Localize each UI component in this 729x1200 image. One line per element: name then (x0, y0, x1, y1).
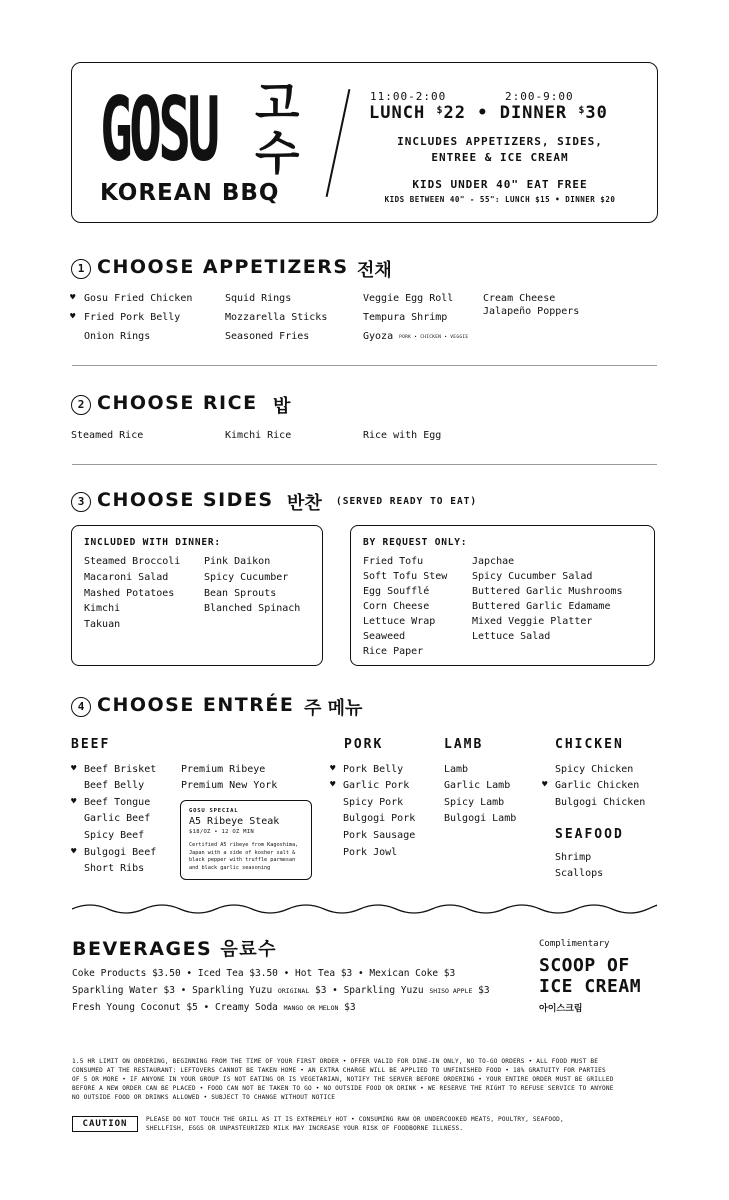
side-item: Pink Daikon (204, 556, 271, 567)
menu-item (363, 331, 468, 344)
request-label: BY REQUEST ONLY: (363, 537, 468, 548)
beverage-variant: MANGO OR MELON (283, 1004, 339, 1012)
category-chicken: CHICKEN (555, 737, 624, 752)
menu-item: Fried Pork Belly (84, 312, 181, 323)
logo-hangul (255, 78, 315, 178)
logo-hangul-go: 고 (255, 76, 300, 130)
entree-item: Spicy Chicken (555, 764, 634, 775)
section-title-sides: CHOOSE SIDES (97, 489, 274, 511)
entree-item: Lamb (444, 764, 469, 775)
includes-line-2: ENTREE & ICE CREAM (431, 151, 569, 164)
side-item: Japchae (472, 556, 515, 567)
wave-divider (72, 898, 657, 920)
logo-hangul-su: 수 (255, 126, 300, 180)
heart-icon: ♥ (71, 847, 77, 857)
entree-item: Pork Jowl (343, 847, 398, 858)
side-item: Buttered Garlic Mushrooms (472, 586, 623, 597)
beverage-line-3 (72, 1002, 356, 1013)
fine-print-line: 1.5 HR LIMIT ON ORDERING, BEGINNING FROM THE TIME OF YOUR FIRST ORDER • OFFER VALID FOR DINE-IN ONLY, NO TO-GO ORDERS • ALL FOOD MUST BE (72, 1058, 599, 1065)
ice-cream-korean: 아이스크림 (539, 1004, 583, 1014)
section-title-entree-kr: 주 메뉴 (304, 698, 363, 719)
heart-icon: ♥ (70, 312, 76, 322)
entree-item: Shrimp (555, 852, 592, 863)
menu-item: Cream Cheese (483, 293, 556, 304)
caution-text-line: PLEASE DO NOT TOUCH THE GRILL AS IT IS EXTREMELY HOT • CONSUMING RAW OR UNDERCOOKED MEATS, POULTRY, SEAFOOD, (146, 1116, 564, 1123)
menu-item: Seasoned Fries (225, 331, 310, 342)
entree-item: Premium New York (181, 780, 278, 791)
section-number-1: 1 (71, 259, 91, 279)
entree-item: Bulgogi Lamb (444, 813, 517, 824)
entree-item: Beef Brisket (84, 764, 157, 775)
entree-item: Scallops (555, 868, 604, 879)
special-desc-line: and black garlic seasoning (189, 864, 271, 871)
beverage-line-2 (72, 985, 490, 996)
side-item: Buttered Garlic Edamame (472, 601, 611, 612)
kids-free: KIDS UNDER 40" EAT FREE (412, 178, 588, 191)
beverage-variant: SHISO APPLE (429, 987, 473, 995)
side-item: Corn Cheese (363, 601, 430, 612)
complimentary-label: Complimentary (539, 939, 610, 949)
logo-gosu: GOSU (100, 78, 217, 181)
section-number-2: 2 (71, 395, 91, 415)
beverage-line-1: Coke Products $3.50 • Iced Tea $3.50 • Hot Tea $3 • Mexican Coke $3 (72, 968, 456, 979)
special-price: $18/OZ • 12 OZ MIN (189, 829, 255, 835)
entree-item: Garlic Pork (343, 780, 410, 791)
beverage-text: Sparkling Water $3 • Sparkling Yuzu (72, 985, 273, 996)
section-title-rice: CHOOSE RICE (97, 392, 258, 414)
side-item: Mixed Veggie Platter (472, 616, 593, 627)
heart-icon: ♥ (71, 764, 77, 774)
beverage-text: $3 (344, 1002, 356, 1013)
side-item: Spicy Cucumber Salad (472, 571, 593, 582)
menu-item: Gosu Fried Chicken (84, 293, 193, 304)
beverage-text: $3 • Sparkling Yuzu (314, 985, 424, 996)
entree-item: Pork Belly (343, 764, 404, 775)
side-item: Macaroni Salad (84, 572, 169, 583)
gyoza-label: Gyoza (363, 331, 394, 342)
price-line (369, 103, 608, 123)
beverage-text: Fresh Young Coconut $5 • Creamy Soda (72, 1002, 278, 1013)
lunch-label: LUNCH (369, 103, 426, 123)
side-item: Soft Tofu Stew (363, 571, 448, 582)
entree-item: Beef Tongue (84, 797, 151, 808)
gyoza-note: PORK • CHICKEN • VEGGIE (399, 335, 469, 340)
side-item: Rice Paper (363, 646, 424, 657)
side-item: Blanched Spinach (204, 603, 301, 614)
special-description (189, 842, 298, 872)
entree-item: Bulgogi Chicken (555, 797, 646, 808)
special-label: GOSU SPECIAL (189, 808, 239, 814)
caution-text-line: SHELLFISH, EGGS OR UNPASTEURIZED MILK MAY INCREASE YOUR RISK OF FOODBORNE ILLNESS. (146, 1125, 464, 1132)
beverages-title-en: BEVERAGES (72, 938, 213, 960)
entree-item: Premium Ribeye (181, 764, 266, 775)
lunch-price: 22 (443, 103, 466, 123)
heart-icon: ♥ (542, 780, 548, 790)
section-title-appetizers: CHOOSE APPETIZERS (97, 256, 349, 278)
entree-item: Short Ribs (84, 863, 145, 874)
side-item: Lettuce Wrap (363, 616, 436, 627)
fine-print-line: BEFORE A NEW ORDER CAN BE PLACED • FOOD CAN NOT BE TAKEN TO GO • NO OUTSIDE FOOD OR DRINK • WE RESERVE THE RIGHT TO REFUSE SERVICE TO ANYONE (72, 1085, 614, 1092)
entree-item: Spicy Lamb (444, 797, 505, 808)
heart-icon: ♥ (70, 293, 76, 303)
side-item: Kimchi (84, 603, 121, 614)
lunch-dollar: $ (436, 105, 444, 116)
beverages-title-kr: 음료수 (220, 939, 278, 960)
beverages-title (72, 935, 277, 961)
entree-item: Beef Belly (84, 780, 145, 791)
menu-item: Tempura Shrimp (363, 312, 448, 323)
side-item: Seaweed (363, 631, 406, 642)
menu-item: Kimchi Rice (225, 430, 292, 441)
side-item: Lettuce Salad (472, 631, 551, 642)
entree-item: Bulgogi Pork (343, 813, 416, 824)
includes-line-1: INCLUDES APPETIZERS, SIDES, (397, 135, 603, 148)
side-item: Egg Soufflé (363, 586, 430, 597)
dinner-time: 2:00-9:00 (505, 90, 574, 103)
entree-item: Garlic Chicken (555, 780, 640, 791)
section-title-rice-kr: 밥 (273, 396, 291, 417)
included-label: INCLUDED WITH DINNER: (84, 537, 221, 548)
dinner-price: 30 (585, 103, 608, 123)
section-title-sides-kr: 반찬 (287, 493, 322, 514)
section-title-entree: CHOOSE ENTRÉE (97, 694, 295, 716)
fine-print-line: CONSUMED AT THE RESTAURANT: LEFTOVERS CANNOT BE TAKEN HOME • AN EXTRA CHARGE WILL BE APPLIED TO UNFINISHED FOOD • 18% GRATUITY FOR PARTIES (72, 1067, 606, 1074)
special-name: A5 Ribeye Steak (189, 816, 280, 827)
menu-item: Onion Rings (84, 331, 151, 342)
side-item: Spicy Cucumber (204, 572, 289, 583)
entree-item: Bulgogi Beef (84, 847, 157, 858)
section-number-4: 4 (71, 697, 91, 717)
side-item: Fried Tofu (363, 556, 424, 567)
menu-item: Steamed Rice (71, 430, 144, 441)
kids-between: KIDS BETWEEN 40" - 55": LUNCH $15 • DINNER $20 (384, 195, 616, 204)
menu-item: Veggie Egg Roll (363, 293, 454, 304)
menu-item: Rice with Egg (363, 430, 442, 441)
fine-print-line: NO OUTSIDE FOOD OR DRINKS ALLOWED • SUBJECT TO CHANGE WITHOUT NOTICE (72, 1094, 336, 1101)
entree-item: Pork Sausage (343, 830, 416, 841)
entree-item: Garlic Lamb (444, 780, 511, 791)
menu-item: Mozzarella Sticks (225, 312, 328, 323)
heart-icon: ♥ (71, 797, 77, 807)
section-divider (72, 464, 657, 465)
logo-subtitle: KOREAN BBQ (100, 180, 280, 206)
ice-cream-line-1: SCOOP OF (539, 955, 630, 976)
category-pork: PORK (344, 737, 384, 752)
beverage-text: $3 (478, 985, 490, 996)
dinner-dollar: $ (578, 105, 586, 116)
sides-note: (SERVED READY TO EAT) (336, 496, 478, 507)
section-number-3: 3 (71, 492, 91, 512)
special-desc-line: Japan with a side of kosher salt & (189, 849, 296, 856)
side-item: Mashed Potatoes (84, 588, 175, 599)
menu-item: Squid Rings (225, 293, 292, 304)
dinner-label: DINNER (499, 103, 568, 123)
section-divider (72, 365, 657, 366)
section-title-appetizers-kr: 전채 (357, 260, 392, 281)
special-desc-line: Certified A5 ribeye from Kagoshima, (189, 842, 299, 848)
entree-item: Spicy Pork (343, 797, 404, 808)
price-bullet: • (477, 103, 489, 123)
entree-item: Spicy Beef (84, 830, 145, 841)
caution-badge: CAUTION (72, 1116, 138, 1132)
category-beef: BEEF (71, 737, 111, 752)
side-item: Takuan (84, 619, 121, 630)
lunch-time: 11:00-2:00 (370, 90, 447, 103)
beverage-variant: ORIGINAL (277, 987, 310, 995)
fine-print-line: OF 5 OR MORE • IF ANYONE IN YOUR GROUP IS NOT EATING OR IS VEGETARIAN, NOTIFY THE SERVER BEFORE ORDERING • YOUR ENTIRE ORDER MUST BE GRILLED (72, 1076, 614, 1083)
special-desc-line: black pepper with truffle parmesan (189, 857, 296, 864)
category-lamb: LAMB (444, 737, 484, 752)
side-item: Bean Sprouts (204, 588, 277, 599)
ice-cream-line-2: ICE CREAM (539, 976, 642, 997)
entree-item: Garlic Beef (84, 813, 151, 824)
side-item: Steamed Broccoli (84, 556, 181, 567)
heart-icon: ♥ (330, 780, 336, 790)
heart-icon: ♥ (330, 764, 336, 774)
menu-item: Jalapeño Poppers (483, 306, 580, 317)
category-seafood: SEAFOOD (555, 827, 624, 842)
